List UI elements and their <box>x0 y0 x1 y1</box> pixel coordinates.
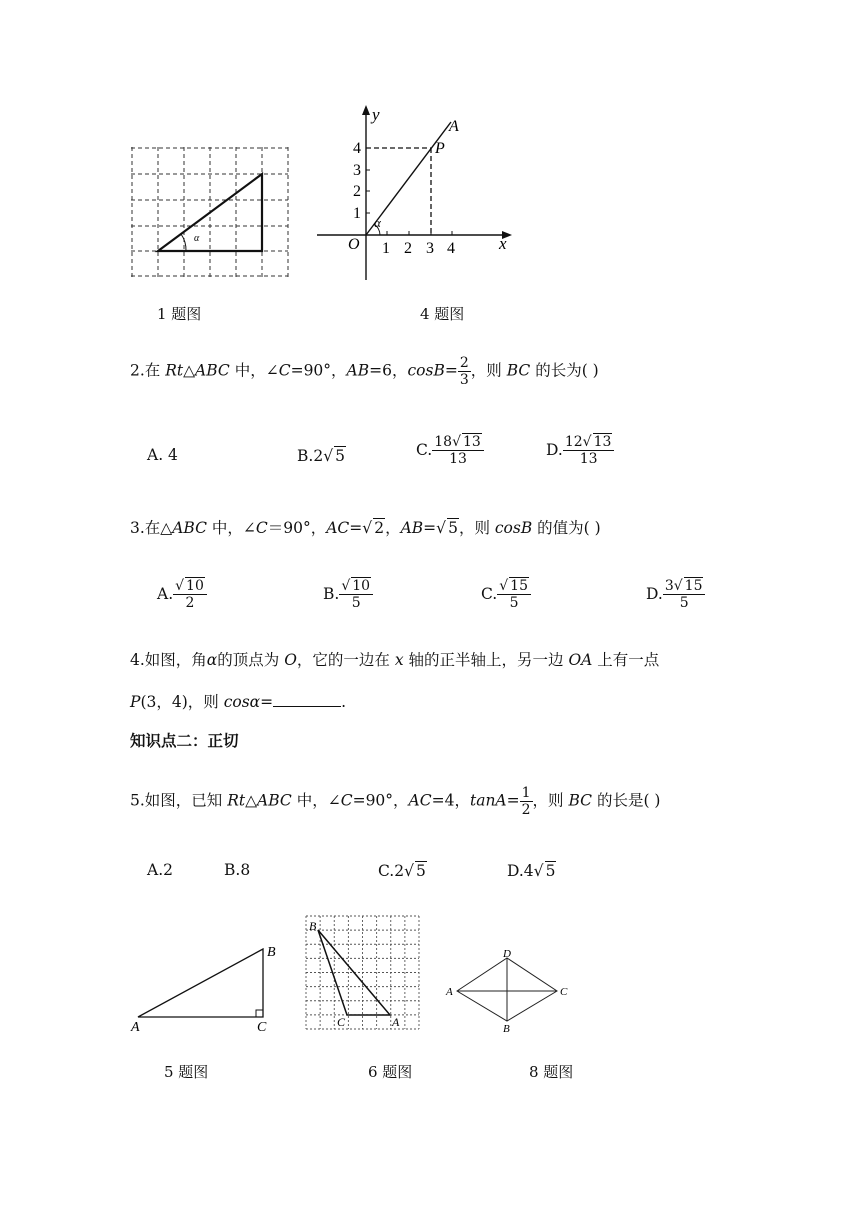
x-tick-1: 1 <box>382 240 390 257</box>
question-4-line-1: 4.如图，角α的顶点为 O，它的一边在 x 轴的正半轴上，另一边 OA 上有一点 <box>130 651 660 669</box>
figure-5-right-triangle <box>128 940 288 1036</box>
figure-1-grid-triangle <box>128 144 293 280</box>
vertex-b: B <box>309 919 317 933</box>
vertex-c: C <box>560 986 568 998</box>
caption-fig4: 4 题图 <box>420 305 465 323</box>
q2-option-b: B.2√ 5 <box>297 447 345 465</box>
vertex-b: B <box>503 1023 510 1034</box>
question-2: 2.在 Rt△ABC 中，∠C=90°，AB=6，cosB= $\frac{2}{3}$ ，则 BC 的长为( ) <box>130 355 599 389</box>
y-axis-label: y <box>372 105 380 124</box>
y-axis-arrow <box>362 105 370 115</box>
point-a-label: A <box>449 118 459 135</box>
vertex-a: A <box>446 986 453 998</box>
q2-option-c: C. $\frac{18√ 13}{13}$ <box>416 433 484 467</box>
figure-6-grid-triangle <box>304 914 422 1032</box>
vertex-c: C <box>257 1020 267 1035</box>
fraction-2-3: $\frac{2}{3}$ <box>459 355 469 389</box>
x-tick-2: 2 <box>404 240 412 257</box>
vertex-c: C <box>337 1015 346 1029</box>
q5-option-c: C.2√ 5 <box>378 862 426 880</box>
q2-option-d: D. $\frac{12√ 13}{13}$ <box>546 433 614 467</box>
angle-label: α <box>194 233 200 244</box>
x-axis-label: x <box>499 234 507 253</box>
y-tick-2: 2 <box>353 183 361 200</box>
caption-fig1: 1 题图 <box>157 305 202 323</box>
y-tick-3: 3 <box>353 162 361 179</box>
y-tick-1: 1 <box>353 205 361 222</box>
vertex-a: A <box>392 1015 400 1029</box>
caption-fig8: 8 题图 <box>529 1063 574 1081</box>
vertex-a: A <box>131 1020 140 1035</box>
x-tick-3: 3 <box>426 240 434 257</box>
point-p-label: P <box>435 140 445 157</box>
x-tick-4: 4 <box>447 240 455 257</box>
q3-option-b: B. $\frac{√ 10}{5}$ <box>323 577 373 611</box>
answer-blank[interactable] <box>273 706 341 707</box>
caption-fig6: 6 题图 <box>368 1063 413 1081</box>
q3-option-a: A. $\frac{√ 10}{2}$ <box>157 577 207 611</box>
question-5: 5.如图，已知 Rt△ABC 中，∠C=90°，AC=4，tanA= $\frac{1}{2}$ ，则 BC 的长是( ) <box>130 785 661 819</box>
vertex-b: B <box>267 945 276 960</box>
q3-option-d: D. $\frac{3√ 15}{5}$ <box>646 577 705 611</box>
triangle-shape <box>138 949 263 1017</box>
q5-option-b: B.8 <box>224 861 251 879</box>
q3-option-c: C. $\frac{√ 15}{5}$ <box>481 577 531 611</box>
figure-4-coordinate-plane <box>312 100 522 282</box>
angle-label: α <box>374 215 381 230</box>
origin-label: O <box>348 236 360 253</box>
question-3: 3.在△ABC 中，∠C＝90°，AC=√ 2，AB=√ 5，则 cosB 的值为( ) <box>130 519 601 537</box>
caption-fig5: 5 题图 <box>164 1063 209 1081</box>
q2-option-a: A. 4 <box>147 446 178 464</box>
y-tick-4: 4 <box>353 140 361 157</box>
q5-option-d: D.4√ 5 <box>507 862 556 880</box>
vertex-d: D <box>503 948 511 960</box>
right-angle-mark <box>256 1010 263 1017</box>
figure-8-rhombus <box>444 948 574 1034</box>
section-heading: 知识点二：正切 <box>130 732 239 750</box>
question-4-line-2: P(3，4)，则 cosα= . <box>130 693 347 711</box>
q5-option-a: A.2 <box>147 861 173 879</box>
fraction-1-2: $\frac{1}{2}$ <box>521 785 531 819</box>
